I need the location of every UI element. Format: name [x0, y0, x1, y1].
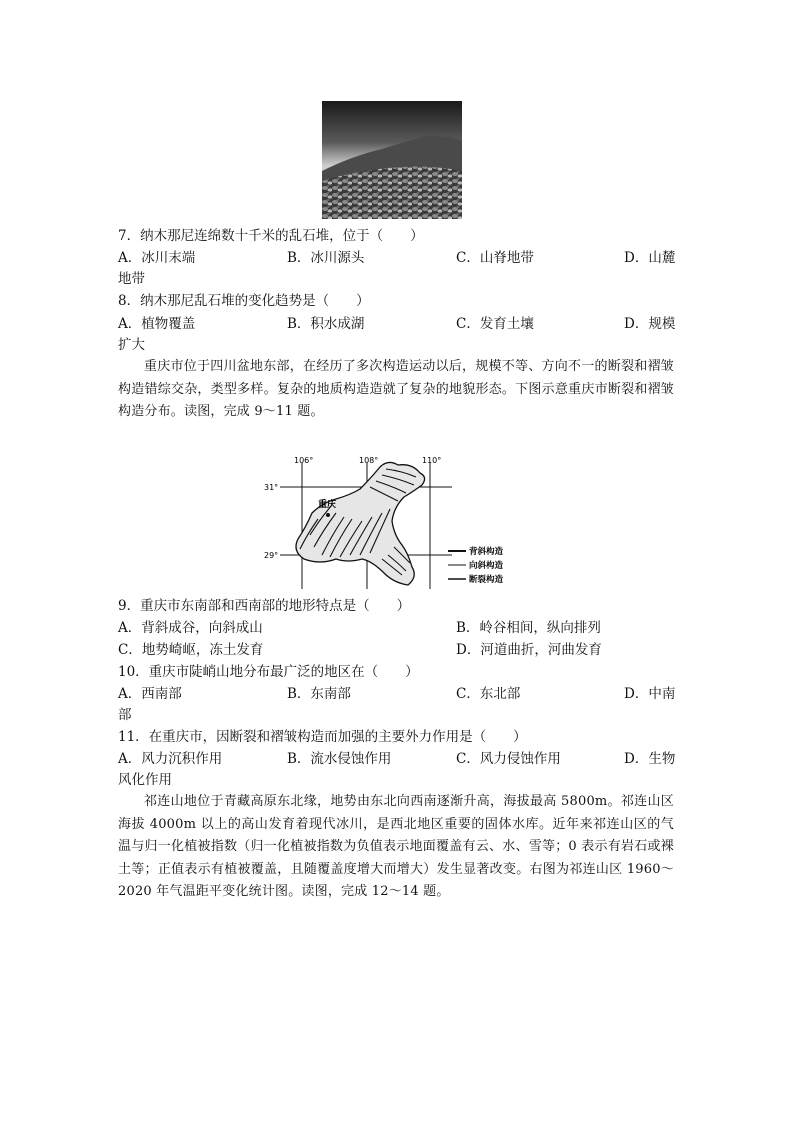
q7-option-b[interactable]: B．冰川源头: [287, 250, 365, 266]
legend-fault: 断裂构造: [469, 575, 504, 585]
lat-label-31: 31°: [264, 483, 279, 492]
q11-option-a[interactable]: A．风力沉积作用: [118, 751, 223, 767]
q9-stem: 9．重庆市东南部和西南部的地形特点是（ ）: [118, 598, 411, 614]
chongqing-passage: 重庆市位于四川盆地东部，在经历了多次构造运动以后，规模不等、方向不一的断裂和褶皱构造错综交杂，类型多样。复杂的地质构造造就了复杂的地貌形态。下图示意重庆市断裂和褶皱构造分布。读图，完成 9～11 题。: [118, 359, 674, 420]
lat-label-29: 29°: [264, 551, 279, 560]
q11-stem: 11．在重庆市，因断裂和褶皱构造而加强的主要外力作用是（ ）: [118, 729, 527, 745]
q7-stem: 7．纳木那尼连绵数十千米的乱石堆，位于（ ）: [118, 228, 424, 244]
q8-option-a[interactable]: A．植物覆盖: [118, 316, 196, 332]
q11-option-d-wrap: 风化作用: [118, 772, 172, 788]
q7-option-d[interactable]: D．山麓: [624, 250, 676, 266]
q11-option-c[interactable]: C．风力侵蚀作用: [456, 751, 561, 767]
qilian-passage: 祁连山地位于青藏高原东北缘，地势由东北向西南逐渐升高，海拔最高 5800m。祁连山区海拔 4000m 以上的高山发育着现代冰川，是西北地区重要的固体水库。近年来祁连山区的气温与归一化植被指数（归一化植被指数为负值表示地面覆盖有云、水、雪等；0 表示有岩石或裸土等；正值表示有植被覆盖，且随覆盖度增大而增大）发生显著改变。右图为祁连山区 1960～2020 年气温距平变化统计图。读图，完成 12～14 题。: [118, 794, 674, 900]
q10-option-b[interactable]: B．东南部: [287, 686, 351, 702]
q8-option-d[interactable]: D．规模: [624, 316, 676, 332]
q9-option-d[interactable]: D．河道曲折，河曲发育: [456, 642, 602, 658]
q8-option-c[interactable]: C．发育土壤: [456, 316, 534, 332]
chongqing-city-marker: [326, 513, 330, 517]
q8-option-d-wrap: 扩大: [118, 337, 145, 353]
legend-anticline: 背斜构造: [469, 547, 504, 557]
q7-option-a[interactable]: A．冰川末端: [118, 250, 196, 266]
moraine-photo: [322, 101, 462, 219]
q11-option-b[interactable]: B．流水侵蚀作用: [287, 751, 392, 767]
q9-option-a[interactable]: A．背斜成谷，向斜成山: [118, 620, 263, 636]
q10-stem: 10．重庆市陡峭山地分布最广泛的地区在（ ）: [118, 664, 419, 680]
q11-option-d[interactable]: D．生物: [624, 751, 676, 767]
q8-stem: 8．纳木那尼乱石堆的变化趋势是（ ）: [118, 293, 370, 309]
q8-option-b[interactable]: B．积水成湖: [287, 316, 365, 332]
lon-label-106: 106°: [294, 456, 314, 465]
q9-option-b[interactable]: B．岭谷相间，纵向排列: [456, 620, 601, 636]
q7-option-c[interactable]: C．山脊地带: [456, 250, 534, 266]
legend-syncline: 向斜构造: [469, 561, 504, 571]
q7-option-d-wrap: 地带: [118, 271, 145, 287]
q10-option-d[interactable]: D．中南: [624, 686, 676, 702]
lon-label-108: 108°: [359, 456, 379, 465]
q9-option-c[interactable]: C．地势崎岖，冻土发育: [118, 642, 264, 658]
lon-label-110: 110°: [422, 456, 442, 465]
city-label: 重庆: [318, 500, 337, 510]
q10-option-d-wrap: 部: [118, 707, 132, 723]
q10-option-a[interactable]: A．西南部: [118, 686, 182, 702]
q10-option-c[interactable]: C．东北部: [456, 686, 521, 702]
chongqing-structure-map: [262, 455, 532, 591]
